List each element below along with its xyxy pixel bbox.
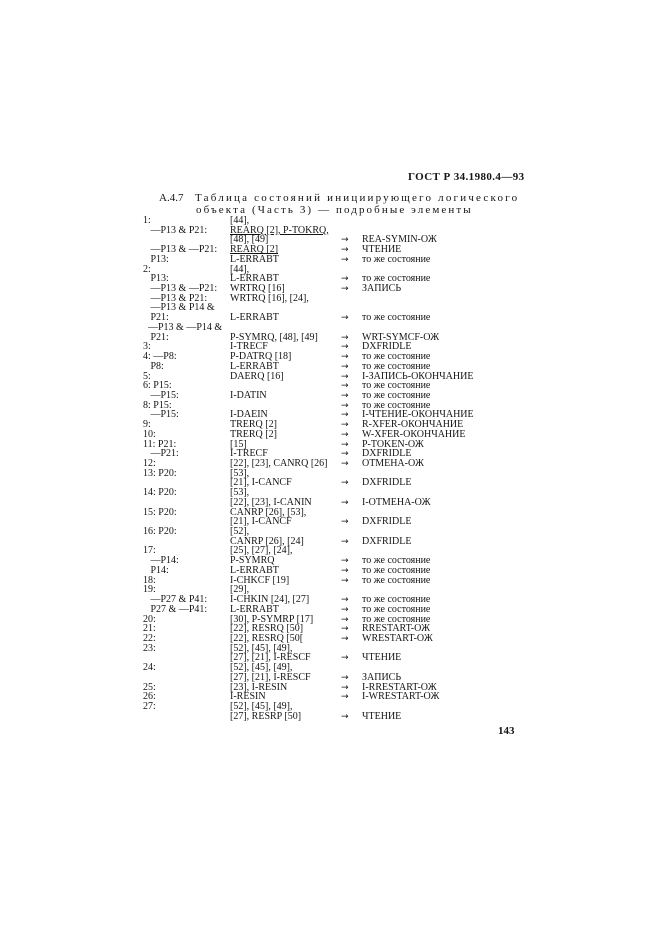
row-condition: 6: P15: [143, 380, 172, 392]
row-next-state: REA-SYMIN-ОЖ [362, 234, 437, 246]
row-next-state: DXFRIDLE [362, 341, 412, 353]
row-action: REARQ [2], P-TOKRQ, [230, 224, 329, 236]
row-condition: 10: [143, 428, 156, 440]
row-condition: 24: [143, 662, 156, 674]
row-action: [52], [45], [49], [230, 701, 293, 712]
row-next-state: то же состояние [362, 603, 431, 615]
row-action: [27], [21], I-RESCF [230, 652, 311, 664]
row-action: [27], [21], I-RESCF [230, 671, 311, 683]
transition-arrow-icon: → [341, 682, 349, 693]
row-condition: P27 & —P41: [143, 603, 208, 615]
row-condition: 5: [143, 370, 151, 382]
row-next-state: то же состояние [362, 351, 431, 363]
row-action: [15] [230, 438, 247, 450]
row-action: [21], I-CANCF [230, 477, 292, 489]
row-action: [29], [230, 584, 250, 596]
row-action: [23], I-RESIN [230, 681, 288, 693]
table-row [0, 440, 661, 450]
row-next-state: I-ЗАПИСЬ-ОКОНЧАНИЕ [362, 370, 474, 382]
table-row [0, 566, 661, 576]
transition-arrow-icon: → [341, 332, 349, 343]
transition-arrow-icon: → [341, 565, 349, 576]
row-action: [44], [230, 215, 250, 226]
table-row [0, 401, 661, 411]
row-condition: 8: P15: [143, 399, 172, 411]
row-next-state: то же состояние [362, 389, 431, 401]
row-condition: —P14: [143, 555, 179, 567]
row-condition: P14: [143, 564, 169, 576]
table-row [0, 372, 661, 382]
row-condition: —P13 & P14 & [143, 302, 215, 314]
transition-arrow-icon: → [341, 361, 349, 372]
table-row [0, 644, 661, 654]
transition-arrow-icon: → [341, 575, 349, 586]
transition-arrow-icon: → [341, 595, 349, 606]
row-next-state: то же состояние [362, 360, 431, 372]
row-condition: 19: [143, 584, 156, 596]
table-row [0, 245, 661, 255]
row-next-state: WRESTART-ОЖ [362, 632, 433, 644]
table-row [0, 702, 661, 712]
row-action: [21], I-CANCF [230, 516, 292, 528]
row-action: I-RESIN [230, 691, 266, 703]
table-row [0, 274, 661, 284]
table-row [0, 576, 661, 586]
table-row [0, 673, 661, 683]
row-action: [53], [230, 487, 250, 499]
table-row [0, 663, 661, 673]
transition-arrow-icon: → [341, 517, 349, 528]
table-row [0, 634, 661, 644]
row-next-state: ОТМЕНА-ОЖ [362, 458, 424, 469]
row-action: I-TRECF [230, 448, 268, 460]
row-action: [22], [23], I-CANIN [230, 496, 312, 508]
row-condition: —P15: [143, 389, 179, 401]
table-number: А.4.7 [159, 192, 184, 204]
row-action: L-ERRABT [230, 360, 279, 372]
table-row [0, 527, 661, 537]
table-row [0, 226, 661, 236]
row-condition: 12: [143, 458, 156, 469]
row-next-state: DXFRIDLE [362, 448, 412, 460]
row-condition: P21: [143, 331, 169, 343]
row-action: I-CHKCF [19] [230, 574, 290, 586]
transition-arrow-icon: → [341, 497, 349, 508]
transition-arrow-icon: → [341, 653, 349, 664]
row-action: L-ERRABT [230, 564, 279, 576]
row-next-state: WRT-SYMCF-ОЖ [362, 331, 440, 343]
row-action: REARQ [2] [230, 244, 279, 256]
table-row [0, 498, 661, 508]
row-condition: 25: [143, 681, 156, 693]
table-row [0, 420, 661, 430]
table-row [0, 556, 661, 566]
row-next-state: ЧТЕНИЕ [362, 652, 402, 664]
transition-arrow-icon: → [341, 313, 349, 324]
table-row [0, 265, 661, 275]
row-action: [22], RESRQ [50[ [230, 632, 304, 644]
row-next-state: P-TOKEN-ОЖ [362, 438, 424, 450]
row-action: [52], [45], [49], [230, 662, 293, 674]
table-row [0, 546, 661, 556]
transition-arrow-icon: → [341, 245, 349, 256]
table-row [0, 469, 661, 479]
row-next-state: DXFRIDLE [362, 477, 412, 489]
transition-arrow-icon: → [341, 371, 349, 382]
row-action: L-ERRABT [230, 312, 279, 324]
transition-arrow-icon: → [341, 672, 349, 683]
row-action: [22], [23], CANRQ [26] [230, 458, 328, 469]
table-row [0, 391, 661, 401]
row-condition: 16: P20: [143, 526, 177, 538]
row-next-state: ЗАПИСЬ [362, 671, 402, 683]
row-condition: —P13 & P21: [143, 292, 208, 304]
table-row [0, 449, 661, 459]
row-next-state: ЧТЕНИЕ [362, 244, 402, 256]
row-next-state: I-ОТМЕНА-ОЖ [362, 496, 431, 508]
transition-arrow-icon: → [341, 390, 349, 401]
table-row [0, 362, 661, 372]
transition-arrow-icon: → [341, 633, 349, 644]
table-row [0, 284, 661, 294]
table-row [0, 216, 661, 226]
row-action: [27], RESRP [50] [230, 710, 302, 722]
row-action: [52], [230, 526, 250, 538]
table-row [0, 313, 661, 323]
page-number: 143 [498, 725, 515, 737]
row-action: TRERQ [2] [230, 428, 277, 440]
row-condition: 17: [143, 545, 156, 557]
row-next-state: R-XFER-ОКОНЧАНИЕ [362, 419, 464, 431]
table-row [0, 235, 661, 245]
row-next-state: I-RRESTART-ОЖ [362, 681, 437, 693]
row-next-state: то же состояние [362, 564, 431, 576]
caption-line-1: Таблица состояний инициирующего логического [195, 192, 520, 204]
row-next-state: W-XFER-ОКОНЧАНИЕ [362, 428, 466, 440]
transition-arrow-icon: → [341, 692, 349, 703]
row-next-state: I-WRESTART-ОЖ [362, 691, 440, 703]
row-next-state: то же состояние [362, 555, 431, 567]
row-condition: P21: [143, 312, 169, 324]
table-row [0, 255, 661, 265]
transition-arrow-icon: → [341, 449, 349, 460]
row-condition: —P15: [143, 409, 179, 421]
row-next-state: то же состояние [362, 380, 431, 392]
table-row [0, 517, 661, 527]
table-row [0, 459, 661, 469]
transition-arrow-icon: → [341, 235, 349, 246]
transition-arrow-icon: → [341, 352, 349, 363]
row-action: I-CHKIN [24], [27] [230, 594, 310, 606]
row-action: [52], [45], [49], [230, 642, 293, 654]
row-action: I-TRECF [230, 341, 268, 353]
row-action: WRTRQ [16], [24], [230, 292, 309, 304]
row-action: I-DAEIN [230, 409, 268, 421]
table-row [0, 478, 661, 488]
transition-arrow-icon: → [341, 284, 349, 295]
row-next-state: то же состояние [362, 312, 431, 324]
row-action: L-ERRABT [230, 273, 279, 285]
transition-arrow-icon: → [341, 459, 349, 469]
row-next-state: то же состояние [362, 273, 431, 285]
transition-arrow-icon: → [341, 342, 349, 353]
transition-arrow-icon: → [341, 439, 349, 450]
row-next-state: то же состояние [362, 594, 431, 606]
row-action: DAERQ [16] [230, 370, 284, 382]
table-row [0, 595, 661, 605]
caption-line-2: объекта (Часть 3) — подробные элементы [196, 204, 473, 216]
transition-arrow-icon: → [341, 536, 349, 547]
row-next-state: то же состояние [362, 574, 431, 586]
transition-arrow-icon: → [341, 274, 349, 285]
row-condition: 9: [143, 419, 151, 431]
row-next-state: ЧТЕНИЕ [362, 710, 402, 722]
row-action: [30], P-SYMRP [17] [230, 613, 314, 625]
row-action: [22], RESRQ [50] [230, 623, 304, 635]
row-next-state: то же состояние [362, 399, 431, 411]
row-condition: —P13 & —P21: [143, 283, 218, 295]
row-next-state: DXFRIDLE [362, 516, 412, 528]
transition-arrow-icon: → [341, 400, 349, 411]
table-row [0, 508, 661, 518]
row-action: L-ERRABT [230, 253, 279, 265]
row-condition: 22: [143, 632, 156, 644]
row-action: WRTRQ [16] [230, 283, 285, 295]
table-row [0, 342, 661, 352]
row-action: P-SYMRQ [230, 555, 275, 567]
transition-arrow-icon: → [341, 410, 349, 421]
row-condition: 1: [143, 215, 151, 226]
table-row [0, 624, 661, 634]
document-header: ГОСТ Р 34.1980.4—93 [408, 171, 525, 183]
table-row [0, 323, 661, 333]
transition-arrow-icon: → [341, 624, 349, 635]
row-action: P-DATRQ [18] [230, 351, 292, 363]
row-action: L-ERRABT [230, 603, 279, 615]
row-condition: 18: [143, 574, 156, 586]
row-action: CANRP [26], [24] [230, 535, 304, 547]
row-condition: 2: [143, 263, 151, 275]
row-condition: —P13 & —P21: [143, 244, 218, 256]
row-action: [53], [230, 467, 250, 479]
row-next-state: I-ЧТЕНИЕ-ОКОНЧАНИЕ [362, 409, 474, 421]
table-row [0, 410, 661, 420]
row-next-state: то же состояние [362, 253, 431, 265]
table-row [0, 352, 661, 362]
row-condition: 26: [143, 691, 156, 703]
row-condition: —P13 & P21: [143, 224, 208, 236]
row-action: [25], [27], [24], [230, 545, 293, 557]
row-condition: 13: P20: [143, 467, 177, 479]
row-next-state: RRESTART-ОЖ [362, 623, 431, 635]
row-condition: 15: P20: [143, 506, 177, 518]
table-row [0, 294, 661, 304]
row-condition: 27: [143, 701, 156, 712]
table-row [0, 537, 661, 547]
row-condition: 21: [143, 623, 156, 635]
row-action: CANRP [26], [53], [230, 506, 307, 518]
transition-arrow-icon: → [341, 420, 349, 431]
row-condition: P8: [143, 360, 164, 372]
table-row [0, 585, 661, 595]
transition-arrow-icon: → [341, 254, 349, 265]
row-condition: 3: [143, 341, 151, 353]
table-row [0, 333, 661, 343]
transition-arrow-icon: → [341, 556, 349, 567]
row-action: [48], [49] [230, 234, 269, 246]
row-next-state: DXFRIDLE [362, 535, 412, 547]
table-row [0, 303, 661, 313]
transition-arrow-icon: → [341, 381, 349, 392]
row-condition: P13: [143, 253, 169, 265]
row-condition: P13: [143, 273, 169, 285]
row-action: [44], [230, 263, 250, 275]
transition-arrow-icon: → [341, 429, 349, 440]
row-next-state: ЗАПИСЬ [362, 283, 402, 295]
row-condition: —P27 & P41: [143, 594, 208, 606]
transition-arrow-icon: → [341, 478, 349, 489]
transition-arrow-icon: → [341, 604, 349, 615]
transition-arrow-icon: → [341, 711, 349, 722]
row-condition: 4: —P8: [143, 351, 177, 363]
row-condition: 23: [143, 642, 156, 654]
row-condition: —P21: [143, 448, 179, 460]
row-action: TRERQ [2] [230, 419, 277, 431]
transition-arrow-icon: → [341, 614, 349, 625]
row-action: I-DATIN [230, 389, 267, 401]
table-row [0, 653, 661, 663]
row-condition: 20: [143, 613, 156, 625]
table-row [0, 430, 661, 440]
table-row [0, 683, 661, 693]
row-condition: —P13 & —P14 & [143, 321, 223, 333]
row-action: P-SYMRQ, [48], [49] [230, 331, 318, 343]
table-row [0, 692, 661, 702]
table-row [0, 615, 661, 625]
table-row [0, 488, 661, 498]
table-row [0, 712, 661, 722]
row-condition: 11: P21: [143, 438, 177, 450]
row-condition: 14: P20: [143, 487, 177, 499]
table-row [0, 605, 661, 615]
row-next-state: то же состояние [362, 613, 431, 625]
table-row [0, 381, 661, 391]
